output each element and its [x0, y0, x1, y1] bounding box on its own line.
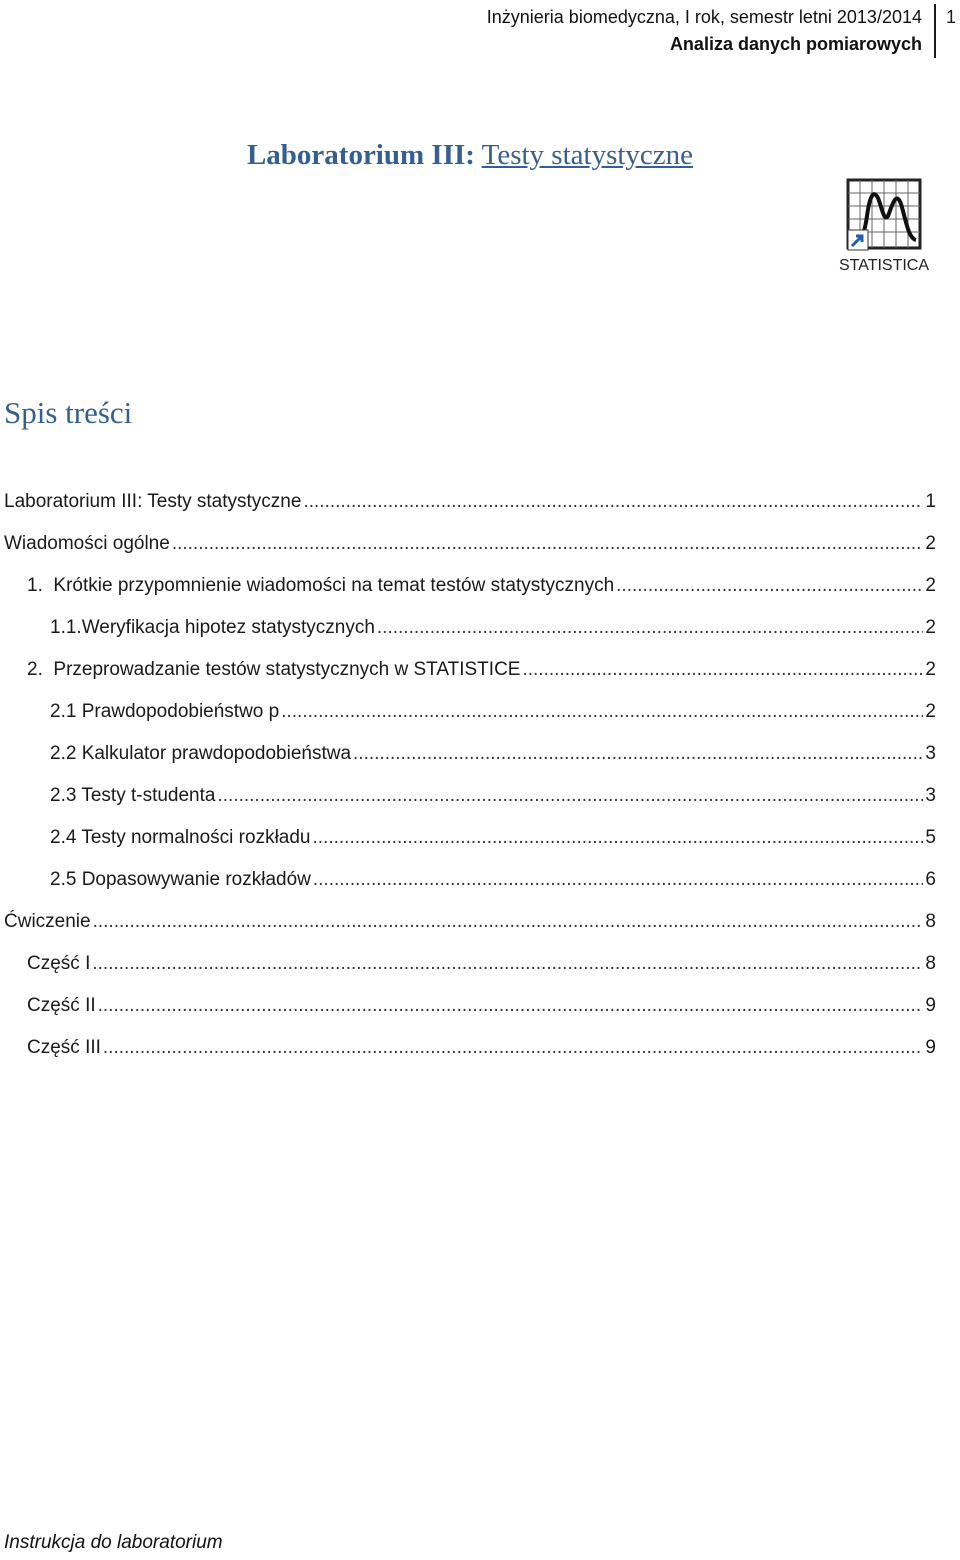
toc-entry-text: 2.3 Testy t-studenta — [50, 785, 216, 806]
toc-leader — [313, 825, 924, 851]
toc-entry-text: Część I — [27, 953, 91, 974]
toc-leader — [313, 867, 924, 893]
toc-entry-text: Laboratorium III: Testy statystyczne — [4, 491, 302, 512]
toc-entry-page: 3 — [925, 743, 936, 764]
toc-entry-page: 9 — [925, 1037, 936, 1058]
toc-entry-page: 8 — [925, 911, 936, 932]
toc-entry[interactable] — [27, 657, 936, 683]
toc-heading: Spis treści — [4, 395, 133, 430]
toc-entry[interactable] — [27, 951, 936, 977]
toc-leader — [98, 993, 924, 1019]
title-link[interactable]: Testy statystyczne — [481, 139, 694, 171]
toc-entry[interactable] — [27, 993, 936, 1019]
toc-entry-page: 6 — [925, 869, 936, 890]
toc-entry-text: 2.4 Testy normalności rozkładu — [50, 827, 311, 848]
toc-entry-text: Przeprowadzanie testów statystycznych w STATISTICE — [53, 659, 521, 680]
toc-leader — [93, 909, 924, 935]
toc-leader — [303, 489, 923, 515]
toc-entry-text: Ćwiczenie — [4, 911, 91, 932]
toc-entry[interactable] — [50, 741, 936, 767]
toc-leader — [217, 783, 923, 809]
header-subject: Analiza danych pomiarowych — [669, 34, 922, 54]
toc-entry-page: 9 — [925, 995, 936, 1016]
toc-entry-text: Weryfikacja hipotez statystycznych — [81, 617, 375, 638]
toc-entry-text: Część II — [27, 995, 96, 1016]
toc-entry[interactable] — [50, 783, 936, 809]
toc-entry-page: 2 — [925, 533, 936, 554]
toc-entry-text: Wiadomości ogólne — [4, 533, 170, 554]
document-title — [0, 137, 940, 173]
toc-leader — [103, 1035, 924, 1061]
toc-entry[interactable] — [4, 531, 936, 557]
page-footer: Instrukcja do laboratorium — [4, 1532, 223, 1553]
toc-entry-text: 2.2 Kalkulator prawdopodobieństwa — [50, 743, 352, 764]
toc-entry-page: 1 — [925, 491, 936, 512]
toc-entry[interactable] — [4, 909, 936, 935]
toc-entry-number: 1. — [27, 575, 54, 596]
toc-leader — [281, 699, 923, 725]
header-course: Inżynieria biomedyczna, I rok, semestr letni 2013/2014 — [486, 7, 922, 27]
toc-entry[interactable] — [4, 489, 936, 515]
toc-entry[interactable] — [27, 573, 936, 599]
toc-entry-page: 8 — [925, 953, 936, 974]
toc-entry-text: Część III — [27, 1037, 101, 1058]
toc-leader — [353, 741, 923, 767]
toc-entry-number: 2. — [27, 659, 54, 680]
toc-entry-text: 2.5 Dopasowywanie rozkładów — [50, 869, 311, 890]
running-header — [487, 4, 922, 58]
toc-leader — [616, 573, 923, 599]
toc-leader — [522, 657, 923, 683]
toc-entry-page: 2 — [925, 575, 936, 596]
statistica-logo — [834, 176, 934, 276]
toc-entry[interactable] — [50, 699, 936, 725]
toc-leader — [172, 531, 924, 557]
toc-entry[interactable] — [50, 867, 936, 893]
toc-entry-page: 2 — [925, 659, 936, 680]
toc-leader — [377, 615, 924, 641]
logo-text: STATISTICA — [838, 257, 930, 274]
toc-entry-page: 2 — [925, 701, 936, 722]
toc-entry-text: 2.1 Prawdopodobieństwo p — [50, 701, 280, 722]
toc-leader — [92, 951, 923, 977]
toc-entry[interactable] — [50, 615, 936, 641]
header-divider — [934, 4, 936, 58]
toc-entry-number: 1.1. — [50, 617, 82, 638]
toc-entry[interactable] — [50, 825, 936, 851]
page-number: 1 — [946, 7, 957, 27]
title-prefix: Laboratorium III: — [246, 139, 475, 171]
toc-entry-page: 2 — [925, 617, 936, 638]
toc-entry[interactable] — [27, 1035, 936, 1061]
toc-entry-page: 3 — [925, 785, 936, 806]
toc-entry-page: 5 — [925, 827, 936, 848]
toc-entry-text: Krótkie przypomnienie wiadomości na temat testów statystycznych — [53, 575, 615, 596]
